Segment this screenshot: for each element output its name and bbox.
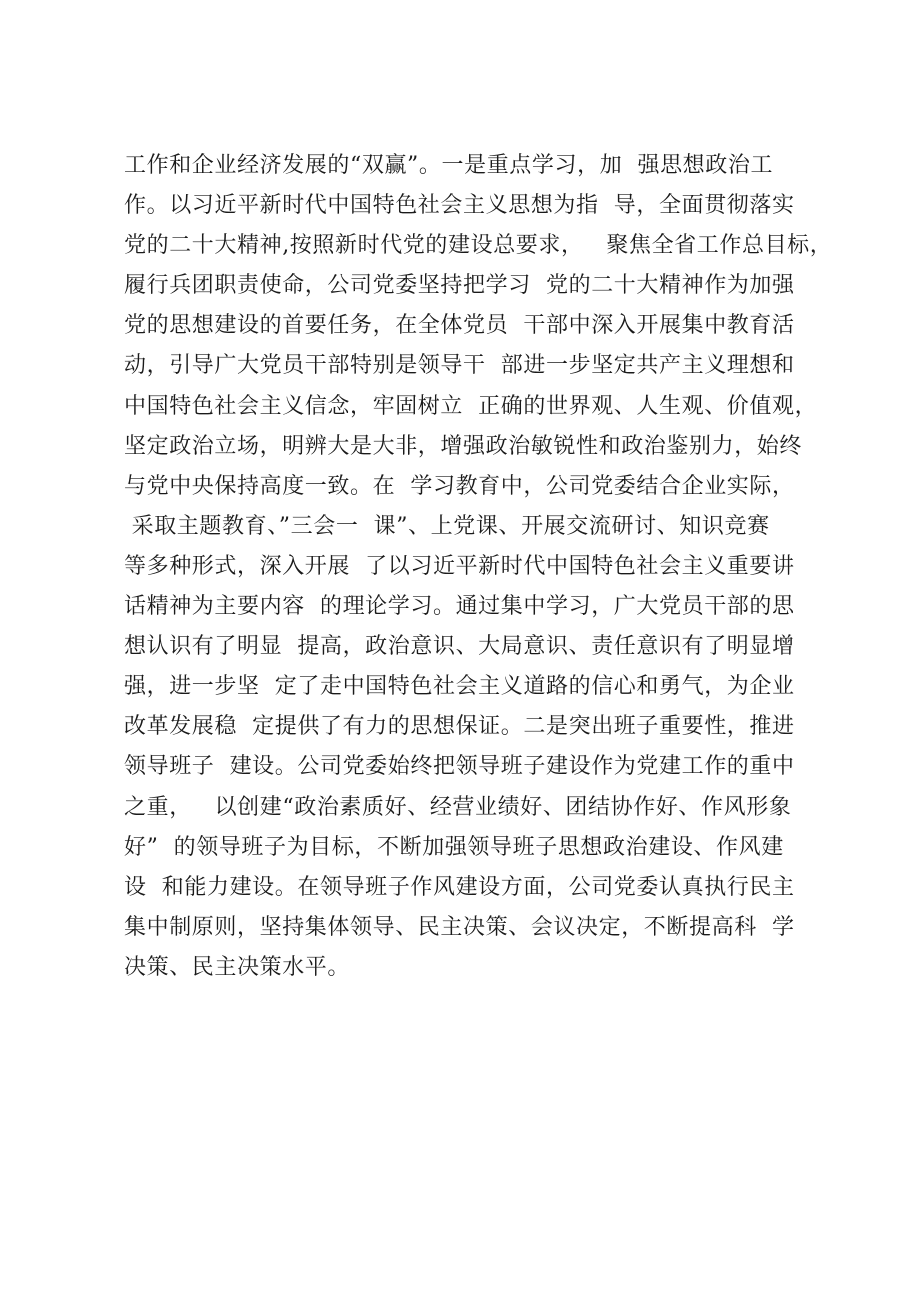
paragraph-line-4: 履行兵团职责使命，公司党委坚持把学习 党的二十大精神作为加强 — [124, 273, 795, 299]
paragraph-line-13: 想认识有了明显 提高，政治意识、大局意识、责任意识有了明显增 — [124, 634, 795, 660]
paragraph-line-16: 领导班子 建设。公司党委始终把领导班子建设作为党建工作的重中 — [124, 754, 795, 780]
paragraph-line-9: 与党中央保持高度一致。在 学习教育中，公司党委结合企业实际， — [124, 473, 795, 499]
paragraph-line-21: 决策、民主决策水平。 — [124, 954, 351, 980]
paragraph-line-12: 话精神为主要内容 的理论学习。通过集中学习，广大党员干部的思 — [124, 594, 795, 620]
paragraph-line-19: 设 和能力建设。在领导班子作风建设方面，公司党委认真执行民主 — [124, 874, 795, 900]
paragraph-line-14: 强，进一步坚 定了走中国特色社会主义道路的信心和勇气，为企业 — [124, 674, 795, 700]
paragraph-line-15: 改革发展稳 定提供了有力的思想保证。二是突出班子重要性，推进 — [124, 714, 795, 740]
paragraph-line-18: 好” 的领导班子为目标，不断加强领导班子思想政治建设、作风建 — [124, 834, 784, 860]
paragraph-line-11: 等多种形式，深入开展 了以习近平新时代中国特色社会主义重要讲 — [124, 553, 795, 579]
paragraph-line-1: 工作和企业经济发展的“双赢”。一是重点学习，加 强思想政治工 — [124, 153, 774, 178]
paragraph-line-5: 党的思想建设的首要任务，在全体党员 干部中深入开展集中教育活 — [124, 313, 795, 339]
paragraph-line-17: 之重， 以创建“政治素质好、经营业绩好、团结协作好、作风形象 — [124, 794, 792, 820]
paragraph-line-3: 党的二十大精神,按照新时代党的建设总要求， 聚焦全省工作总目标， — [124, 233, 833, 259]
paragraph-line-10: 采取主题教育、”三会一 课”、上党课、开展交流研讨、知识竞赛 — [124, 513, 770, 539]
paragraph-line-7: 中国特色社会主义信念，牢固树立 正确的世界观、人生观、价值观， — [124, 393, 818, 419]
paragraph-line-8: 坚定政治立场，明辨大是大非，增强政治敏锐性和政治鉴别力，始终 — [124, 433, 803, 459]
body-paragraph — [124, 146, 844, 988]
paragraph-line-20: 集中制原则，坚持集体领导、民主决策、会议决定，不断提高科 学 — [124, 914, 795, 940]
paragraph-line-6: 动，引导广大党员干部特别是领导干 部进一步坚定共产主义理想和 — [124, 353, 795, 379]
paragraph-line-2: 作。以习近平新时代中国特色社会主义思想为指 导，全面贯彻落实 — [124, 193, 795, 219]
